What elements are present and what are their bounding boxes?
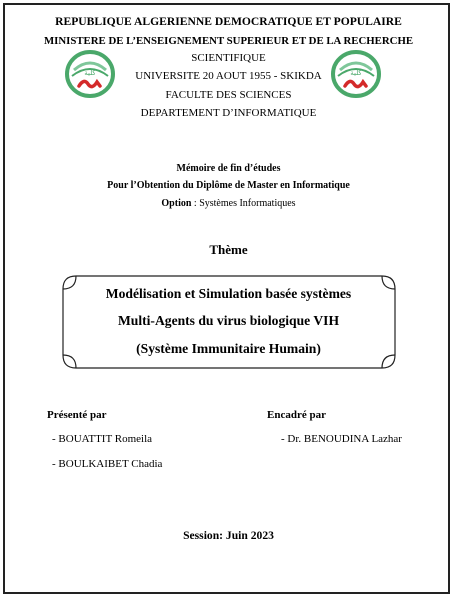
theme-label: Thème bbox=[209, 242, 248, 257]
header-scientifique: SCIENTIFIQUE bbox=[191, 52, 266, 64]
header-university: UNIVERSITE 20 AOUT 1955 - SKIKDA bbox=[135, 70, 322, 82]
memoire-title: Mémoire de fin d’études bbox=[176, 163, 281, 174]
option-value: : Systèmes Informatiques bbox=[193, 198, 296, 209]
memoire-option bbox=[0, 198, 457, 209]
theme-title-line2: Multi-Agents du virus biologique VIH bbox=[117, 313, 340, 328]
svg-text:ﻛﻠﻴﺔ: ﻛﻠﻴﺔ bbox=[84, 69, 96, 77]
university-logo-icon bbox=[330, 48, 382, 100]
student-2: - BOULKAIBET Chadia bbox=[52, 458, 163, 470]
presented-by-label: Présenté par bbox=[47, 409, 107, 421]
supervisor: - Dr. BENOUDINA Lazhar bbox=[281, 433, 402, 445]
header-department: DEPARTEMENT D’INFORMATIQUE bbox=[140, 107, 317, 119]
option-label: Option bbox=[161, 198, 192, 209]
student-1: - BOUATTIT Romeila bbox=[52, 433, 153, 445]
header-faculty: FACULTE DES SCIENCES bbox=[165, 89, 292, 101]
theme-title-line3: (Système Immunitaire Humain) bbox=[136, 341, 321, 356]
theme-title-line1: Modélisation et Simulation basée systèmes bbox=[105, 286, 352, 301]
university-logo-icon bbox=[64, 48, 116, 100]
header-republic: REPUBLIQUE ALGERIENNE DEMOCRATIQUE ET POPULAIRE bbox=[55, 15, 402, 28]
supervised-by-label: Encadré par bbox=[267, 409, 326, 421]
memoire-diploma: Pour l’Obtention du Diplôme de Master en Informatique bbox=[107, 180, 350, 191]
session: Session: Juin 2023 bbox=[183, 529, 274, 542]
svg-text:ﻛﻠﻴﺔ: ﻛﻠﻴﺔ bbox=[350, 69, 362, 77]
header-ministry: MINISTERE DE L’ENSEIGNEMENT SUPERIEUR ET DE LA RECHERCHE bbox=[43, 35, 414, 47]
